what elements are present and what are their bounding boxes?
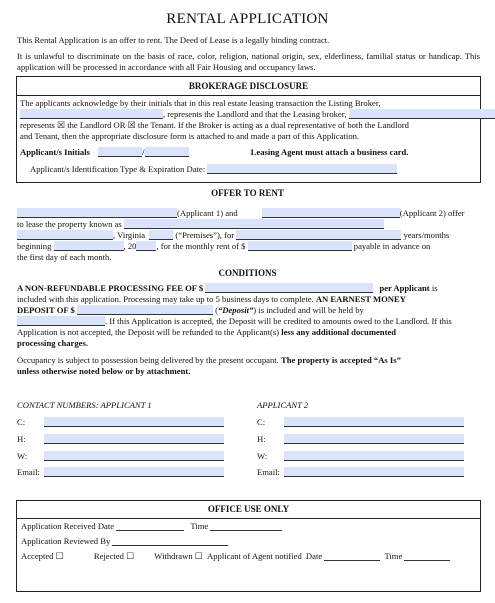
landlord-checkbox[interactable]: ☒ [57,120,66,130]
received-date-label: Application Received Date [21,521,115,531]
applicant-1-work-field[interactable] [44,451,224,461]
agent-business-card-note: Leasing Agent must attach a business card. [250,147,409,157]
initials-field-1[interactable] [98,147,145,157]
withdrawn-label: Withdrawn [154,551,193,561]
leasing-broker-field[interactable] [349,109,495,119]
applicant-2-email-field[interactable] [284,467,464,477]
applicant-1-email-label: Email: [17,467,40,477]
notified-date-label: Date [305,551,323,561]
offer-heading: OFFER TO RENT [211,188,284,198]
deposit-refund-text: Application is not accepted, the Deposit will be refunded to the Applicant(s) [17,327,280,337]
applicant-2-work-field[interactable] [284,451,464,461]
brokerage-disclosure-box [16,76,481,183]
accepted-label: Accepted [21,551,54,561]
applicant-1-name-field[interactable] [17,208,177,218]
applicant-2-label: (Applicant 2) offer [399,208,465,218]
brokerage-line-2: , represents the Landlord and that the Leasing broker, [163,109,347,119]
rejected-label: Rejected [93,551,124,561]
year-prefix-label: , 20 [123,241,137,251]
payable-in-advance-label: payable in advance on [353,241,431,251]
unless-noted-text: unless otherwise noted below or by attachment. [17,366,191,376]
initials-field-2[interactable] [145,147,189,157]
virginia-label: , Virginia [113,230,146,240]
term-length-field[interactable] [236,230,401,240]
applicant-1-home-label: H: [17,434,26,444]
deposit-label: DEPOSIT OF $ [17,305,75,315]
accepted-checkbox[interactable]: ☐ [55,551,64,561]
brokerage-heading: BROKERAGE DISCLOSURE [188,81,309,91]
contact-heading-applicant-1: CONTACT NUMBERS: APPLICANT 1 [17,400,152,410]
deposit-credit-text: . If this Application is accepted, the Deposit will be credited to amounts owed to the Landlord. If this [105,316,452,326]
property-city-field[interactable] [17,230,113,240]
office-use-heading: OFFICE USE ONLY [207,504,290,514]
reviewed-by-field[interactable] [112,536,228,546]
listing-broker-field[interactable] [20,109,163,119]
applicant-2-home-field[interactable] [284,434,464,444]
applicant-1-label: (Applicant 1) and [177,208,238,218]
beginning-year-field[interactable] [136,241,156,251]
document-title: RENTAL APPLICATION [166,11,329,27]
property-known-as-label: to lease the property known as [17,219,122,229]
years-months-label: years/months [403,230,450,240]
beginning-date-field[interactable] [54,241,124,251]
initials-separator: / [142,147,145,157]
notified-time-field[interactable] [404,551,450,561]
intro-statement: This Rental Application is an offer to rent. The Deed of Lease is a legally binding contract. [17,35,330,45]
occupancy-text: Occupancy is subject to possession being delivered by the present occupant. [17,355,279,365]
applicant-2-cell-field[interactable] [284,417,464,427]
applicant-1-cell-label: C: [17,417,26,427]
fair-housing-notice: It is unlawful to discriminate on the basis of race, color, religion, national origin, sex, elderliness, familial status or handicap. This application will be processed in accordance with all Fair Housing and occupancy laws. [17,51,480,72]
received-time-label: Time [190,521,209,531]
applicant-2-work-label: W: [257,451,268,461]
identification-field[interactable] [207,164,397,174]
agent-notified-label: Applicant of Agent notified [207,551,302,561]
applicant-1-cell-field[interactable] [44,417,224,427]
deposit-paren-open: ( [215,305,218,315]
property-address-field[interactable] [124,219,384,229]
applicant-2-email-label: Email: [257,467,280,477]
applicant-1-home-field[interactable] [44,434,224,444]
per-applicant-label: per Applicant [379,283,430,293]
monthly-rent-field[interactable] [248,241,352,251]
received-time-field[interactable] [210,521,282,531]
applicant-1-work-label: W: [17,451,28,461]
as-is-text: The property is accepted “As Is” [280,355,401,365]
first-day-text: the first day of each month. [17,252,112,262]
rejected-checkbox[interactable]: ☐ [126,551,135,561]
reviewed-by-label: Application Reviewed By [21,536,111,546]
withdrawn-checkbox[interactable]: ☐ [194,551,203,561]
deposit-held-by-text: ) is included and will be held by [253,305,364,315]
notified-time-label: Time [384,551,403,561]
less-charges-text: less any additional documented [281,327,397,337]
deposit-amount-field[interactable] [77,305,213,315]
tenant-checkbox[interactable]: ☒ [127,120,136,130]
received-date-field[interactable] [116,521,184,531]
office-use-box [16,500,481,592]
processing-time-text: included with this application. Processing may take up to 5 business days to complete. [17,294,314,304]
property-zip-field[interactable] [149,230,173,240]
beginning-label: beginning [17,241,52,251]
deposit-term: “Deposit” [217,305,254,315]
brokerage-line-4: and Tenant, then the appropriate disclosure form is attached to and made a part of this Application. [20,131,360,141]
processing-fee-label: A NON-REFUNDABLE PROCESSING FEE OF $ [17,283,204,293]
applicant-2-name-field[interactable] [262,208,400,218]
premises-label: (“Premises”), for [175,230,235,240]
monthly-rent-label: , for the monthly rent of $ [156,241,246,251]
brokerage-line-1: The applicants acknowledge by their initials that in this real estate leasing transaction the Listing Broker, [20,98,381,108]
notified-date-field[interactable] [324,551,380,561]
applicant-2-home-label: H: [257,434,266,444]
applicant-2-cell-label: C: [257,417,266,427]
fee-is-label: is [429,283,438,293]
landlord-or-label: the Landlord OR [67,120,126,130]
applicant-1-email-field[interactable] [44,467,224,477]
conditions-heading: CONDITIONS [218,268,277,278]
identification-label: Applicant/s Identification Type & Expiration Date: [30,164,206,174]
deposit-holder-field[interactable] [17,316,105,326]
represents-label: represents [20,120,55,130]
earnest-money-label: AN EARNEST MONEY [315,294,406,304]
processing-fee-field[interactable] [205,283,373,293]
contact-heading-applicant-2: APPLICANT 2 [257,400,309,410]
initials-label: Applicant/s Initials [20,147,90,157]
dual-representative-text: the Tenant. If the Broker is acting as a dual representative of both the Landlord [137,120,409,130]
processing-charges-text: processing charges. [17,338,88,348]
